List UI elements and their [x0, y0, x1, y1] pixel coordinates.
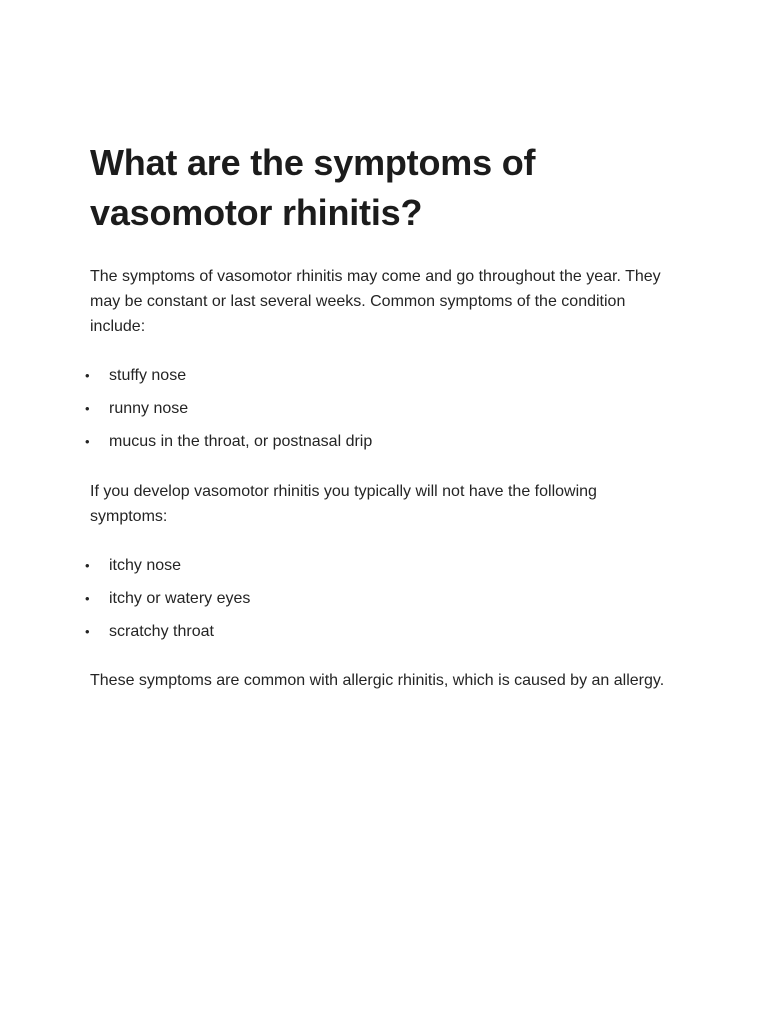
- bullet-icon: •: [85, 558, 90, 573]
- common-symptoms-list: [85, 359, 690, 458]
- list-item-text: stuffy nose: [109, 367, 187, 384]
- page-title: [90, 138, 690, 238]
- list-item: [85, 582, 690, 615]
- list-item-text: mucus in the throat, or postnasal drip: [109, 433, 373, 450]
- list-item-text: itchy or watery eyes: [109, 590, 251, 607]
- list-item-text: scratchy throat: [109, 623, 214, 640]
- list-item: [85, 549, 690, 582]
- list-item: [85, 392, 690, 425]
- list-item-text: runny nose: [109, 400, 189, 417]
- closing-paragraph: These symptoms are common with allergic rhinitis, which is caused by an allergy.: [90, 672, 665, 689]
- list-item: [85, 359, 690, 392]
- title-line-1: What are the symptoms of: [90, 142, 536, 183]
- bullet-icon: •: [85, 591, 90, 606]
- bullet-icon: •: [85, 434, 90, 449]
- article: [85, 138, 690, 693]
- absent-symptoms-list: [85, 549, 690, 648]
- list-item: [85, 425, 690, 458]
- bullet-icon: •: [85, 624, 90, 639]
- title-line-2: vasomotor rhinitis?: [90, 192, 423, 233]
- bullet-icon: •: [85, 401, 90, 416]
- bullet-icon: •: [85, 368, 90, 383]
- intro-paragraph: The symptoms of vasomotor rhinitis may come and go throughout the year. They may be constant or last several weeks. Common symptoms of the condition include:: [90, 268, 661, 335]
- list-item-text: itchy nose: [109, 557, 182, 574]
- absent-symptoms-paragraph: If you develop vasomotor rhinitis you typically will not have the following symptoms:: [90, 483, 597, 525]
- list-item: [85, 615, 690, 648]
